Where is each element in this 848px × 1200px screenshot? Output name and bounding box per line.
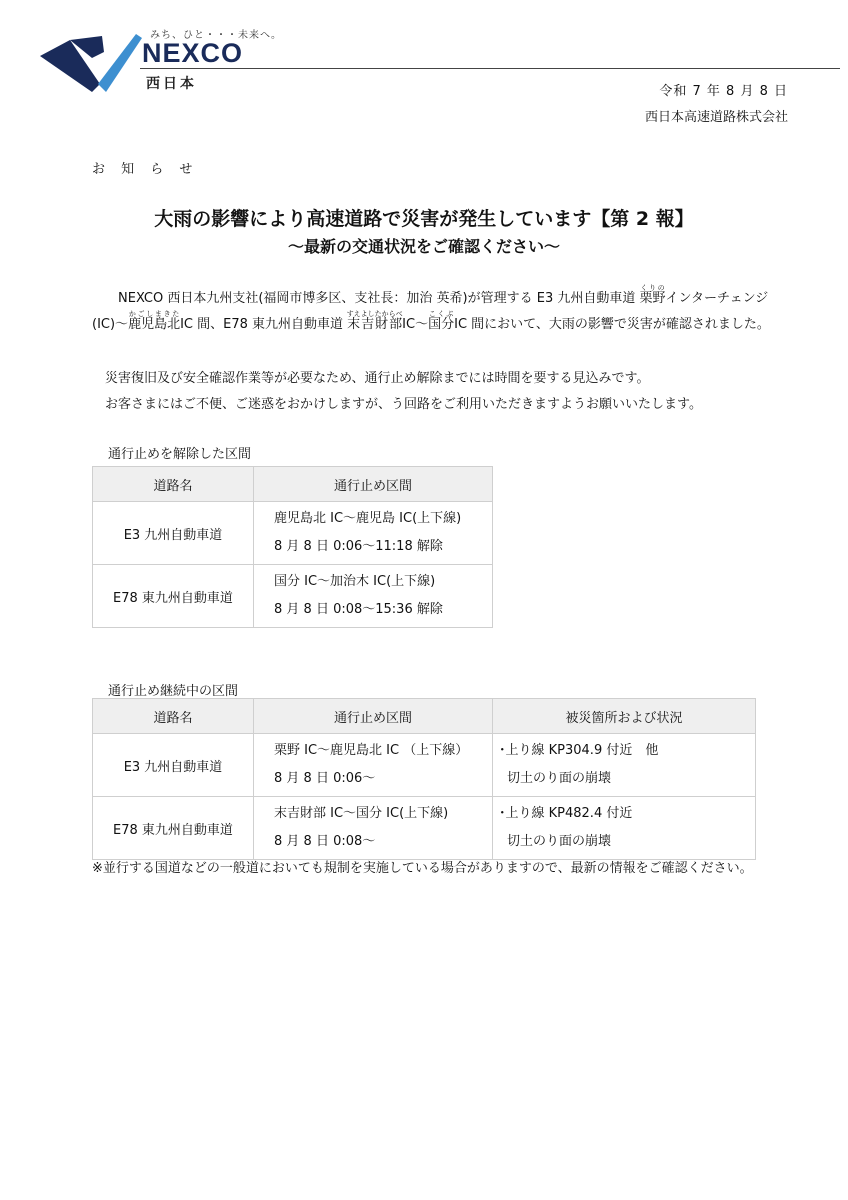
ongoing-section-label: 通行止め継続中の区間 xyxy=(108,684,239,699)
ongoing-table xyxy=(92,698,756,860)
logo-brand: NEXCO xyxy=(142,38,244,68)
table-row xyxy=(93,502,493,565)
table-header-row xyxy=(93,699,756,734)
cell-status: ･上り線 KP482.4 付近 切土のり面の崩壊 xyxy=(493,797,756,860)
header-section: 通行止め区間 xyxy=(254,467,493,502)
logo-tagline: みち、ひと・・・未来へ。 xyxy=(150,30,282,41)
issue-date: 令和 7 年 8 月 8 日 xyxy=(659,84,788,99)
cell-road: E3 九州自動車道 xyxy=(93,502,254,565)
logo-brand-sub: 西日本 xyxy=(146,76,197,92)
table-row xyxy=(93,734,756,797)
cell-section: 末吉財部 IC～国分 IC(上下線) 8 月 8 日 0:08～ xyxy=(254,797,493,860)
header-road: 道路名 xyxy=(93,699,254,734)
page-subtitle: ～最新の交通状況をご確認ください～ xyxy=(287,237,560,256)
body-paragraph-1: NEXCO 西日本九州支社(福岡市博多区、支社長：加治 英希)が管理する E3 九州自動車道 栗野くりのインターチェンジ(IC)～鹿児島北かごしまきたIC 間、E78 東九州自動車道 末吉財部すえよしたからべIC～国分こくぶIC 間において、大雨の影響で災害が確認されました。 xyxy=(92,284,770,332)
cell-section: 国分 IC～加治木 IC(上下線) 8 月 8 日 0:08～15:36 解除 xyxy=(254,565,493,628)
page-title: 大雨の影響により高速道路で災害が発生しています【第 2 報】 xyxy=(154,208,694,230)
header-section: 通行止め区間 xyxy=(254,699,493,734)
cell-road: E3 九州自動車道 xyxy=(93,734,254,797)
cell-status: ･上り線 KP304.9 付近 他 切土のり面の崩壊 xyxy=(493,734,756,797)
cell-road: E78 東九州自動車道 xyxy=(93,565,254,628)
body-paragraph-2: 災害復旧及び安全確認作業等が必要なため、通行止め解除までには時間を要する見込みです。 xyxy=(105,371,650,386)
header-divider xyxy=(140,68,840,69)
company-name: 西日本高速道路株式会社 xyxy=(644,110,788,125)
notice-label: お 知 ら せ xyxy=(92,162,199,177)
cell-section: 栗野 IC～鹿児島北 IC （上下線） 8 月 8 日 0:06～ xyxy=(254,734,493,797)
table-row xyxy=(93,565,493,628)
body-paragraph-3: お客さまにはご不便、ご迷惑をおかけしますが、う回路をご利用いただきますようお願いいたします。 xyxy=(105,397,702,412)
table-row xyxy=(93,797,756,860)
header-status: 被災箇所および状況 xyxy=(493,699,756,734)
released-section-label: 通行止めを解除した区間 xyxy=(108,447,252,462)
released-table xyxy=(92,466,493,628)
footnote: ※並行する国道などの一般道においても規制を実施している場合がありますので、最新の情報をご確認ください。 xyxy=(92,861,753,876)
header-road: 道路名 xyxy=(93,467,254,502)
nexco-v-mark-icon xyxy=(40,26,150,98)
cell-road: E78 東九州自動車道 xyxy=(93,797,254,860)
table-header-row xyxy=(93,467,493,502)
cell-section: 鹿児島北 IC～鹿児島 IC(上下線) 8 月 8 日 0:06～11:18 解除 xyxy=(254,502,493,565)
